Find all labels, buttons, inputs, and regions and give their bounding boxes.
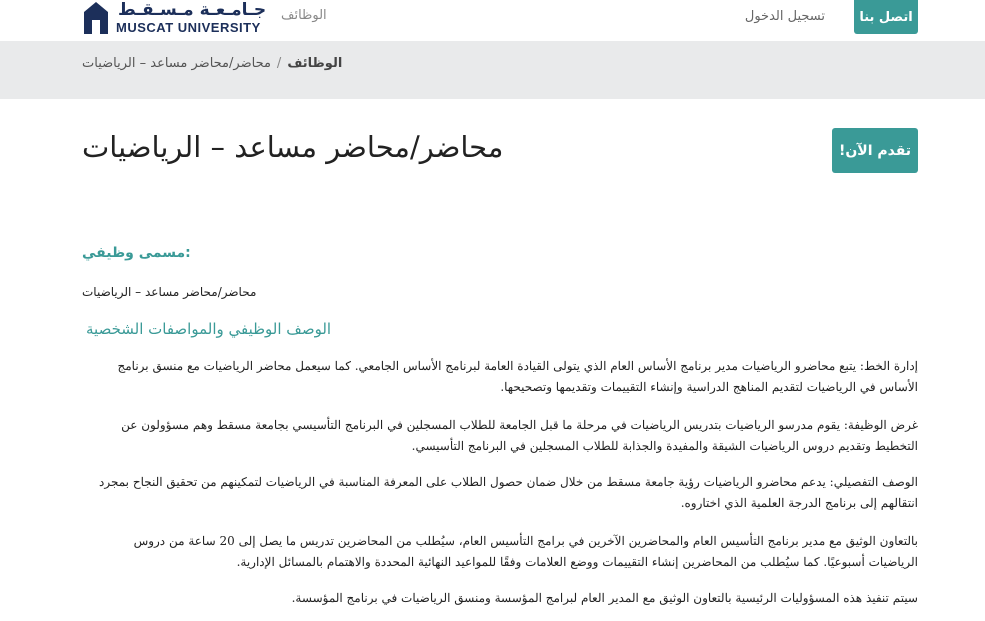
nav-link-jobs[interactable]: الوظائف [281, 8, 327, 23]
top-navbar [0, 0, 985, 41]
job-description-heading: الوصف الوظيفي والمواصفات الشخصية [86, 320, 332, 338]
university-logo[interactable] [82, 0, 267, 38]
paragraph-job-purpose: غرض الوظيفة: يقوم مدرسو الرياضيات بتدريس الرياضيات في مرحلة ما قبل الجامعة للطلاب المسجلين في البرنامج التأسيسي بجامعة مسقط وهم مسؤولون عن التخطيط وتقديم دروس الرياضيات الشيقة والمفيدة والجذابة للطلاب المسجلين في البرنامج التأسيسي. [121, 418, 918, 453]
breadcrumb-bar [0, 41, 985, 99]
logo-english-text: MUSCAT UNIVERSITY [116, 20, 261, 35]
logo-mark-icon [82, 0, 110, 34]
breadcrumb-root[interactable]: الوظائف [287, 56, 343, 71]
nav-link-login[interactable]: تسجيل الدخول [744, 9, 825, 24]
paragraph-collaboration: بالتعاون الوثيق مع مدير برنامج التأسيس العام والمحاضرين الآخرين في برامج التأسيس العام، سيُطلب من المحاضرين تدريس ما يصل إلى 20 ساعة من دروس الرياضيات أسبوعيًا. كما سيُطلب من المحاضرين إنشاء التقييمات ووضع العلامات وفقًا للمواعيد النهائية المحددة والاهتمام بالمسائل الإدارية. [133, 534, 918, 569]
contact-us-button[interactable]: اتصل بنا [854, 0, 918, 34]
breadcrumb [82, 56, 342, 71]
job-title-value: محاضر/محاضر مساعد – الرياضيات [82, 285, 257, 299]
logo-arabic-text: جـامـعـة مـسـقـط [118, 0, 267, 20]
breadcrumb-current: محاضر/محاضر مساعد – الرياضيات [82, 56, 271, 71]
job-title-label: :مسمى وظيفي [82, 245, 191, 261]
breadcrumb-separator: / [276, 56, 282, 71]
paragraph-line-management: إدارة الخط: يتبع محاضرو الرياضيات مدير برنامج الأساس العام الذي يتولى القيادة العامة لبرنامج الأساس الجامعي. كما سيعمل محاضر الرياضيات مع منسق برنامج الأساس في الرياضيات لتقديم المناهج الدراسية وإنشاء التقييمات وتقديمها وتصحيحها. [117, 359, 918, 394]
paragraph-detailed-description: الوصف التفصيلي: يدعم محاضرو الرياضيات رؤية جامعة مسقط من خلال ضمان حصول الطلاب على المعرفة المناسبة في الرياضيات لتمكينهم من تحقيق النجاح بمجرد انتقالهم إلى برنامج الدرجة العلمية الذي اختاروه. [99, 475, 918, 510]
paragraph-responsibilities: سيتم تنفيذ هذه المسؤوليات الرئيسية بالتعاون الوثيق مع المدير العام لبرامج المؤسسة ومنسق الرياضيات في برنامج المؤسسة. [291, 591, 918, 605]
apply-now-button[interactable]: !تقدم الآن [832, 128, 918, 173]
page-title: محاضر/محاضر مساعد – الرياضيات [82, 130, 504, 164]
